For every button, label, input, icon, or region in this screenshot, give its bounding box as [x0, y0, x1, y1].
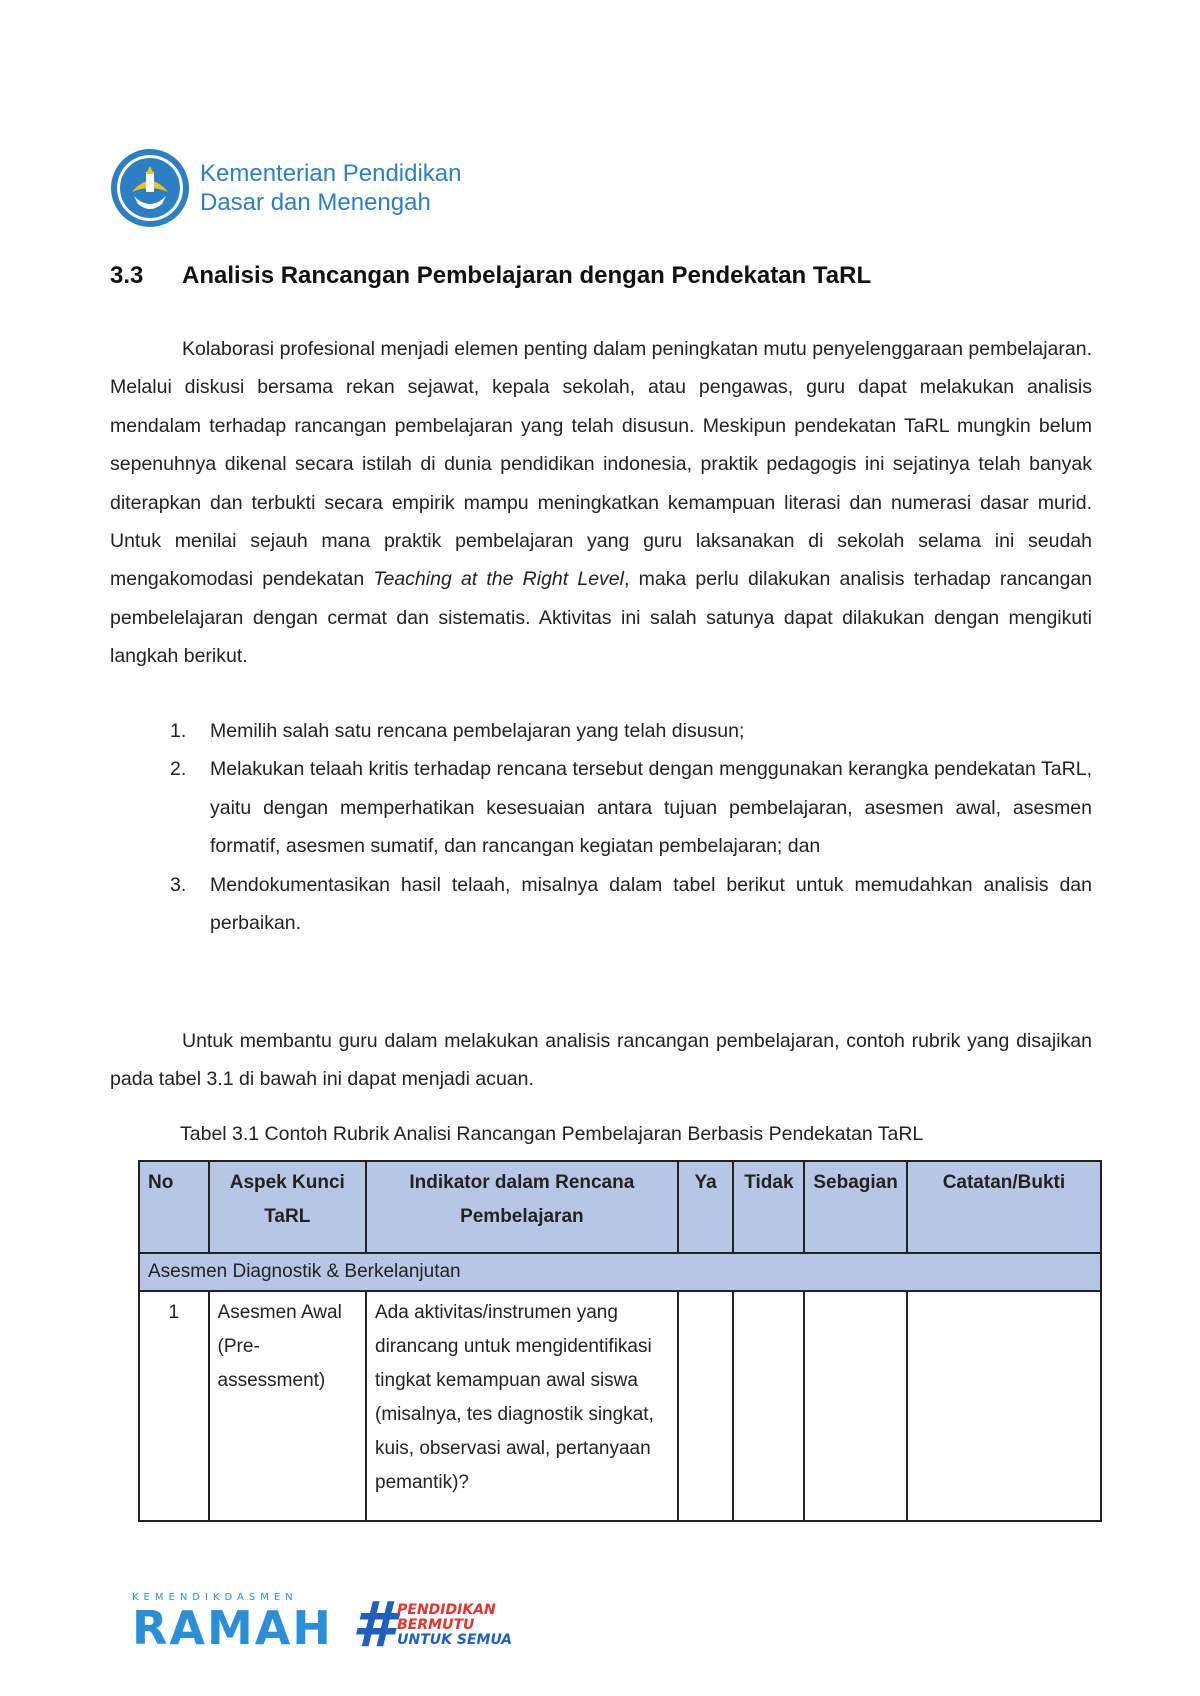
ministry-name-line1: Kementerian Pendidikan [200, 160, 462, 187]
header-catatan: Catatan/Bukti [907, 1161, 1101, 1253]
list-item-text: Memilih salah satu rencana pembelajaran yang telah disusun; [210, 720, 745, 742]
cell-tidak[interactable] [733, 1291, 804, 1521]
intro-paragraph [110, 330, 1092, 676]
section-title: Analisis Rancangan Pembelajaran dengan Pendekatan TaRL [182, 262, 872, 289]
pbus-line3: UNTUK SEMUA [397, 1631, 513, 1648]
ramah-logo-top: KEMENDIKDASMEN [132, 1592, 298, 1603]
ramah-logo [132, 1592, 333, 1653]
cell-ya[interactable] [678, 1291, 734, 1521]
header-sebagian: Sebagian [804, 1161, 906, 1253]
header-no: No [139, 1161, 209, 1253]
table-section-row [139, 1253, 1101, 1291]
cell-sebagian[interactable] [804, 1291, 906, 1521]
cell-indikator: Ada aktivitas/instrumen yang dirancang untuk mengidentifikasi tingkat kemampuan awal siswa (misalnya, tes diagnostik singkat, kuis, observasi awal, pertanyaan pemantik)? [366, 1291, 678, 1521]
list-item [170, 750, 1092, 865]
table-caption: Tabel 3.1 Contoh Rubrik Analisi Rancangan Pembelajaran Berbasis Pendekatan TaRL [180, 1123, 924, 1145]
list-item [170, 712, 1092, 750]
steps-list [170, 712, 1092, 942]
list-item-number: 2. [170, 758, 187, 781]
cell-catatan[interactable] [907, 1291, 1101, 1521]
cell-no: 1 [139, 1291, 209, 1521]
ministry-name-line2: Dasar dan Menengah [200, 189, 431, 216]
list-item-text: Mendokumentasikan hasil telaah, misalnya dalam tabel berikut untuk memudahkan analisis dan perbaikan. [210, 873, 1092, 935]
tut-wuri-handayani-emblem-icon [110, 148, 190, 228]
section-heading [110, 262, 871, 290]
header-ya: Ya [678, 1161, 734, 1253]
section-label: Asesmen Diagnostik & Berkelanjutan [139, 1253, 1101, 1291]
intro-text-part1: Kolaborasi profesional menjadi elemen penting dalam peningkatan mutu penyelenggaraan pembelajaran. Melalui diskusi bersama rekan sejawat, kepala sekolah, atau pengawas, guru dapat melakukan analisis mendalam terhadap rancangan pembelajaran yang telah disusun. Meskipun pendekatan TaRL mungkin belum sepenuhnya dikenal secara istilah di dunia pendidikan indonesia, praktik pedagogis ini sejatinya telah banyak diterapkan dan terbukti secara empirik mampu meningkatkan kemampuan literasi dan numerasi dasar murid. Untuk menilai sejauh mana praktik pembelajaran yang guru laksanakan di sekolah selama ini seudah mengakomodasi pendekatan [110, 338, 1092, 591]
intro-text-part2: , maka perlu dilakukan analisis terhadap rancangan pembelelajaran dengan cermat dan sistematis. Aktivitas ini salah satunya dapat dilakukan dengan mengikuti langkah berikut. [110, 568, 1093, 668]
section-number: 3.3 [110, 262, 144, 289]
header-tidak: Tidak [733, 1161, 804, 1253]
rubric-intro-text: Untuk membantu guru dalam melakukan analisis rancangan pembelajaran, contoh rubrik yang disajikan pada tabel 3.1 di bawah ini dapat menjadi acuan. [110, 1030, 1092, 1091]
hashtag-icon: # [352, 1588, 396, 1661]
ministry-logo [110, 148, 462, 228]
list-item [170, 866, 1092, 943]
list-item-text: Melakukan telaah kritis terhadap rencana tersebut dengan menggunakan kerangka pendekatan TaRL, yaitu dengan memperhatikan kesesuaian antara tujuan pembelajaran, asesmen awal, asesmen formatif, asesmen sumatif, dan rancangan kegiatan pembelajaran; dan [210, 758, 1092, 858]
table-row [139, 1291, 1101, 1521]
header-aspek: Aspek Kunci TaRL [209, 1161, 366, 1253]
pbus-line1: PENDIDIKAN [397, 1601, 496, 1618]
cell-aspek: Asesmen Awal (Pre-assessment) [209, 1291, 366, 1521]
rubric-intro-paragraph [110, 1022, 1092, 1099]
pendidikan-bermutu-logo [352, 1588, 513, 1661]
rubric-table [138, 1160, 1102, 1522]
ramah-logo-word: RAMAH [132, 1601, 333, 1655]
header-indikator: Indikator dalam Rencana Pembelajaran [366, 1161, 678, 1253]
list-item-number: 3. [170, 873, 187, 896]
list-item-number: 1. [170, 720, 187, 742]
pbus-line2: BERMUTU [397, 1616, 475, 1633]
table-header-row [139, 1161, 1101, 1253]
intro-italic-term: Teaching at the Right Level [373, 568, 624, 591]
